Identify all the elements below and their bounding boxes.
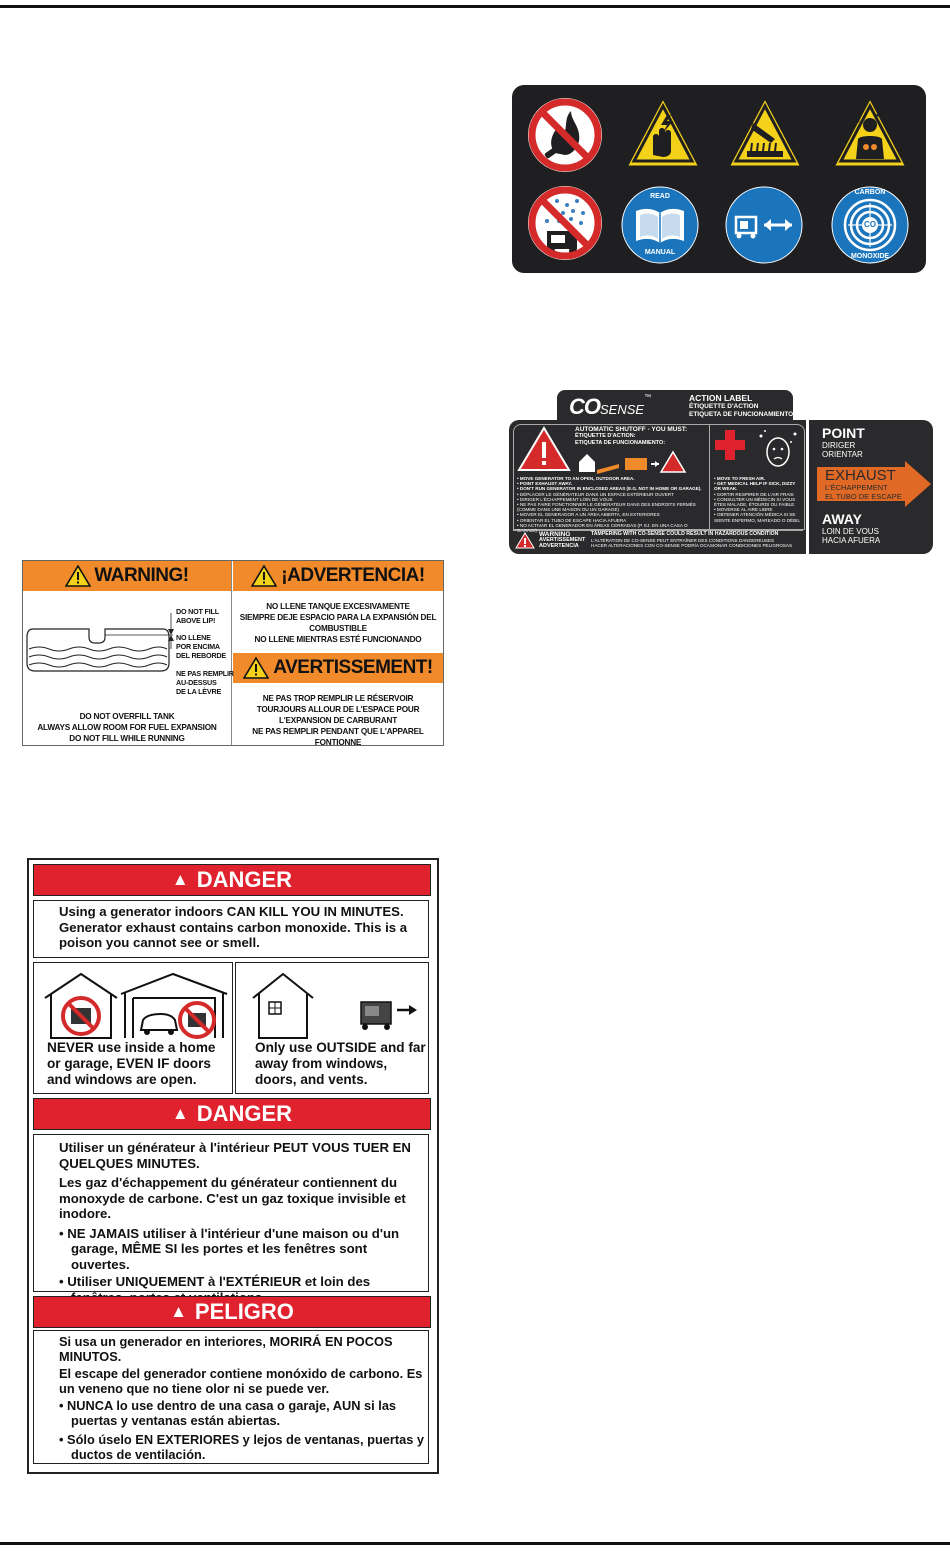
toxic-fumes-icon <box>830 93 910 173</box>
point-text: POINT DIRIGER ORIENTAR <box>822 425 865 459</box>
ventilation-distance-icon <box>724 185 804 265</box>
warning-header: WARNING! <box>23 561 231 591</box>
peligro-header: ▲ PELIGRO <box>33 1296 431 1328</box>
danger-co-label <box>27 858 439 1474</box>
warning-triangle-icon <box>251 565 277 587</box>
dizzy-face-icon <box>755 428 801 472</box>
electric-shock-icon <box>623 93 703 173</box>
right-bullets: • MOVE TO FRESH AIR. • GET MEDICAL HELP IF SICK, DIZZY OR WEAK. • SORTIR RESPIRER DE L'AIR FRAIS • CONSULTER UN MÉDECIN SI VOUS ÊTES MALADE, ÉTOURDI OU FAIBLE • MOVERSE AL AIRE LIBRE • OBTENER ATENCIÓN MÉDICA SI SE SIENTE ENFERMO, MAREADO O DÉBIL <box>714 476 801 523</box>
monoxide-label: MONOXIDE <box>850 253 890 260</box>
hot-surface-icon <box>725 93 805 173</box>
left-bullets: • MOVE GENERATOR TO AN OPEN, OUTDOOR AREA. • POINT EXHAUST AWAY. • DON'T RUN GENERATOR IN ENCLOSED AREAS (E.G. NOT IN HOME OR GARAGE). • DÉPLACER LE GÉNÉRATEUR DANS UN ESPACE EXTÉRIEUR OUVERT • DIRIGER L'ÉCHAPPEMENT LOIN DE VOUS • NE PAS FAIRE FONCTIONNER LE GÉNÉRATEUR DANS DES ENDROITS FERMÉS (COMME DANS UNE MAISON OU UN GARAGE) • MOVER EL GENERADOR A UN ÁREA ABIERTA, EN EXTERIORES • ORIENTAR EL TUBO DE ESCAPE HACIA AFUERA • NO ACTIVAR EL GENERADOR EN ÁREAS CERRADAS (P. EJ. EN UNA CASA O GARAJE) <box>517 476 702 534</box>
no-llene-reborde: NO LLENE POR ENCIMA DEL REBORDE <box>176 633 226 660</box>
warning-triangle-icon <box>517 426 571 472</box>
never-use-indoors-caption: NEVER use inside a home or garage, EVEN IF doors and windows are open. <box>47 1040 216 1087</box>
french-text: Utiliser un générateur à l'intérieur PEUT VOUS TUER EN QUELQUES MINUTES. Les gaz d'échappement du générateur contiennent du monoxyde de carbone. C'est un gaz toxique invisible et inodore. • NE JAMAIS utiliser à l'intérieur d'une maison ou d'un garage, MÊME SI les portes et les fenêtres sont ouvertes. • Utiliser UNIQUEMENT à l'EXTÉRIEUR et loin des <box>59 1140 425 1305</box>
tamper-warning-label: WARNING AVERTISSEMENT ADVERTENCIA <box>539 531 586 549</box>
away-text: AWAY LOIN DE VOUS HACIA AFUERA <box>822 511 881 545</box>
shutoff-heading: AUTOMATIC SHUTOFF - YOU MUST: ÉTIQUETTE D'ACTION: ETIQUETA DE FUNCIONAMIENTO: <box>575 426 688 446</box>
cosense-titles: ACTION LABEL ÉTIQUETTE D'ACTION ETIQUETA DE FUNCIONAMIENTO <box>689 393 794 418</box>
warning-triangle-icon: ▲ <box>171 870 189 889</box>
bottom-rule <box>0 1542 950 1545</box>
warning-triangle-icon <box>243 657 269 679</box>
ne-pas-remplir-levre: NE PAS REMPLIR AU-DESSUS DE LA LÈVRE <box>176 669 234 696</box>
advertencia-header: ¡ADVERTENCIA! <box>233 561 443 591</box>
tamper-text: TAMPERING WITH CO-SENSE COULD RESULT IN HAZARDOUS CONDITION L'ALTÉRATION DE CO-SENSE PEUT ENTRAÎNER DES CONDITIONS DANGEREUSES HACER ALTERACIONES CON CO-SENSE PODRÍA OCASIONAR CONDICIONES PELIGROSAS <box>591 531 793 548</box>
cosense-logo: COSENSE™ <box>569 394 652 419</box>
outdoor-generator-icon <box>251 970 421 1040</box>
top-rule <box>0 5 950 8</box>
avertissement-header: AVERTISSEMENT! <box>233 653 443 683</box>
move-outdoors-icon <box>575 448 687 474</box>
small-warning-icon <box>515 532 535 549</box>
co-label: CO <box>864 220 876 229</box>
fuel-tank-diagram <box>25 605 175 677</box>
read-label: READ <box>650 193 670 200</box>
no-indoor-generator-icon <box>43 970 229 1040</box>
spanish-text: Si usa un generador en interiores, MORIRÁ EN POCOS MINUTOS. El escape del generador contiene monóxido de carbono. Es un veneno que no tiene olor ni se puede ver. • NUNCA lo use dentro de una casa o garaje, AUN si las puertas y ventanas están abiertas. • Sólo úselo EN EXTERIORES y lejos de ventanas, puertas y ductos de ventilación. <box>59 1334 425 1462</box>
warning-triangle-icon: ▲ <box>171 1104 189 1123</box>
only-use-outside-caption: Only use OUTSIDE and far away from windows, doors, and vents. <box>255 1040 426 1087</box>
read-manual-icon <box>620 185 700 265</box>
exhaust-text: EXHAUST L'ÉCHAPPEMENT EL TUBO DE ESCAPE <box>825 467 902 501</box>
french-fuel-instructions: NE PAS TROP REMPLIR LE RÉSERVOIR TOURJOURS ALLOUR DE L'ESPACE POUR L'EXPANSION DE CARBURANT NE PAS REMPLIR PENDANT QUE L'APPAREL FONTIONNE <box>252 694 424 747</box>
fuel-warning-label <box>22 560 444 746</box>
french-bullets: • NE JAMAIS utiliser à l'intérieur d'une maison ou d'un garage, MÊME SI les portes et les fenêtres sont ouvertes. • Utiliser UNIQUEMENT à l'EXTÉRIEUR et loin des <box>59 1225 400 1289</box>
carbon-label: CARBON <box>854 189 886 196</box>
manual-label: MANUAL <box>644 249 676 256</box>
english-fuel-instructions: DO NOT OVERFILL TANK ALWAYS ALLOW ROOM FOR FUEL EXPANSION DO NOT FILL WHILE RUNNING <box>37 712 217 743</box>
safety-symbols-panel <box>512 85 926 273</box>
no-fire-icon <box>525 95 605 175</box>
spanish-fuel-instructions: NO LLENE TANQUE EXCESIVAMENTE SIEMPRE DEJE ESPACIO PARA LA EXPANSIÓN DEL COMBUSTIBLE NO LLENE MIENTRAS ESTÉ FUNCIONANDO <box>239 602 437 644</box>
medical-cross-icon <box>715 430 745 460</box>
do-not-fill-lip: DO NOT FILL ABOVE LIP! <box>176 607 219 625</box>
no-rain-icon <box>525 183 605 263</box>
english-intro-text: Using a generator indoors CAN KILL YOU IN MINUTES. Generator exhaust contains carbon monoxide. This is a poison you cannot see or smell. <box>59 904 408 950</box>
spanish-bullets: • NUNCA lo use dentro de una casa o garaje, AUN si las puertas y ventanas están abiertas. • Sólo úselo EN EXTERIORES y lejos de ventanas, puertas y ductos de ventilación. <box>59 1398 425 1462</box>
cosense-action-label <box>509 390 933 555</box>
warning-triangle-icon <box>65 565 91 587</box>
carbon-monoxide-icon <box>830 185 910 265</box>
danger-header-french: ▲ DANGER <box>33 1098 431 1130</box>
warning-triangle-icon: ▲ <box>170 1302 187 1321</box>
fuel-divider <box>231 561 232 745</box>
danger-header-english: ▲ DANGER <box>33 864 431 896</box>
